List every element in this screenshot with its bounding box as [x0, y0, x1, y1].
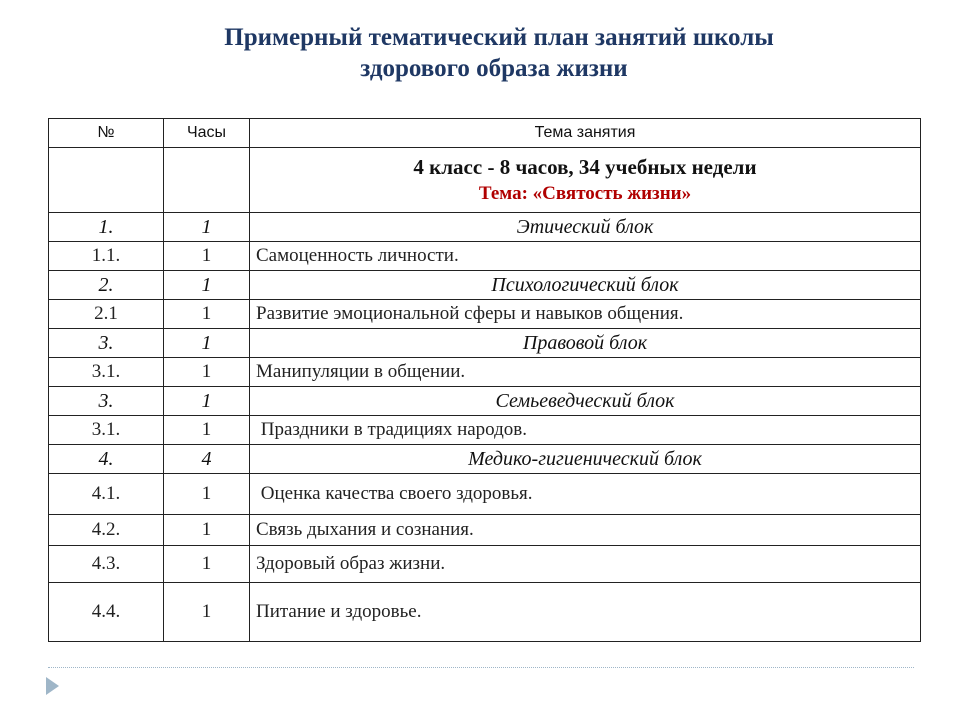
row-hours: 1	[164, 546, 250, 583]
table-row	[49, 546, 921, 583]
table-row	[49, 445, 921, 474]
row-num: 4.2.	[49, 515, 164, 546]
row-topic: Развитие эмоциональной сферы и навыков общения.	[250, 300, 921, 329]
header-topic: Тема занятия	[250, 119, 921, 148]
row-topic: Связь дыхания и сознания.	[250, 515, 921, 546]
row-num: 3.1.	[49, 358, 164, 387]
table-row	[49, 213, 921, 242]
row-topic: Медико-гигиенический блок	[250, 445, 921, 474]
table-row	[49, 515, 921, 546]
row-hours: 1	[164, 300, 250, 329]
row-topic: Манипуляции в общении.	[250, 358, 921, 387]
row-num: 4.1.	[49, 474, 164, 515]
row-num: 3.	[49, 329, 164, 358]
theme-line: Тема: «Святость жизни»	[478, 183, 692, 204]
row-hours: 1	[164, 329, 250, 358]
row-num: 2.	[49, 271, 164, 300]
row-topic: Здоровый образ жизни.	[250, 546, 921, 583]
footer-divider	[48, 667, 914, 668]
row-hours: 1	[164, 515, 250, 546]
row-topic: Питание и здоровье.	[250, 583, 921, 642]
table-row	[49, 329, 921, 358]
row-hours: 1	[164, 358, 250, 387]
row-topic: Этический блок	[250, 213, 921, 242]
row-num: 1.	[49, 213, 164, 242]
header-hours: Часы	[164, 119, 250, 148]
table-row	[49, 416, 921, 445]
row-topic: Оценка качества своего здоровья.	[250, 474, 921, 515]
row-hours: 1	[164, 583, 250, 642]
row-num: 4.	[49, 445, 164, 474]
intro-row	[49, 148, 921, 213]
table-row	[49, 387, 921, 416]
title-line-1: Примерный тематический план занятий школы	[224, 24, 774, 51]
row-num: 4.3.	[49, 546, 164, 583]
table-row	[49, 271, 921, 300]
row-hours: 4	[164, 445, 250, 474]
row-hours: 1	[164, 271, 250, 300]
title-line-2: здорового образа жизни	[360, 55, 628, 82]
row-hours: 1	[164, 213, 250, 242]
row-topic: Праздники в традициях народов.	[250, 416, 921, 445]
table-row	[49, 583, 921, 642]
row-num: 3.	[49, 387, 164, 416]
header-num: №	[49, 119, 164, 148]
row-num: 1.1.	[49, 242, 164, 271]
row-hours: 1	[164, 416, 250, 445]
table-row	[49, 300, 921, 329]
table-header-row	[49, 119, 921, 148]
row-topic: Правовой блок	[250, 329, 921, 358]
triangle-right-icon	[46, 677, 59, 695]
table-row	[49, 242, 921, 271]
table-row	[49, 474, 921, 515]
row-hours: 1	[164, 242, 250, 271]
row-hours: 1	[164, 474, 250, 515]
class-hours-line: 4 класс - 8 часов, 34 учебных недели	[413, 155, 757, 179]
row-num: 4.4.	[49, 583, 164, 642]
row-hours: 1	[164, 387, 250, 416]
row-topic: Психологический блок	[250, 271, 921, 300]
intro-cell	[250, 148, 921, 213]
intro-empty-hours	[164, 148, 250, 213]
row-num: 2.1	[49, 300, 164, 329]
row-num: 3.1.	[49, 416, 164, 445]
row-topic: Семьеведческий блок	[250, 387, 921, 416]
page-title	[0, 22, 960, 84]
plan-table	[48, 118, 921, 642]
intro-empty-num	[49, 148, 164, 213]
row-topic: Самоценность личности.	[250, 242, 921, 271]
table-row	[49, 358, 921, 387]
